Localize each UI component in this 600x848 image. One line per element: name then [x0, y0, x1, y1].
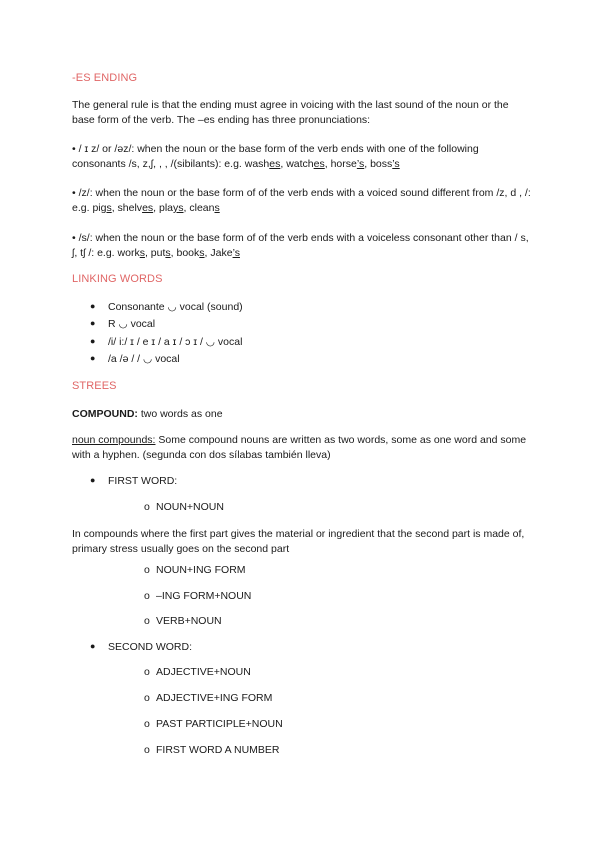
separator: ,: [183, 202, 190, 214]
stress-heading: STREES: [72, 380, 117, 392]
iz-rule-paragraph: [72, 142, 532, 172]
sub-list-item: [144, 744, 279, 756]
bullet: ●: [90, 318, 96, 328]
sub-list-text: ADJECTIVE+NOUN: [156, 666, 251, 678]
example-ending: es: [313, 158, 325, 170]
bullet: •: [72, 187, 76, 199]
example-stem: work: [117, 247, 140, 259]
compound-label: COMPOUND:: [72, 408, 138, 420]
rule-text: / ɪ z/ or /əz/: when the noun or the base form of the verb ends with one of the following consonants /s, z,ʃ, , , /(sibilants): e.g.: [72, 143, 479, 170]
example-ending: es: [269, 158, 281, 170]
example-ending: s: [139, 247, 145, 259]
s-rule-paragraph: [72, 231, 532, 261]
bullet: ●: [90, 641, 96, 651]
example-stem: watch: [286, 158, 314, 170]
es-ending-heading: -ES ENDING: [72, 72, 138, 84]
example-ending: s: [106, 202, 112, 214]
example-ending: s: [199, 247, 205, 259]
bullet: •: [72, 232, 76, 244]
z-rule-paragraph: [72, 186, 532, 216]
bullet: •: [72, 143, 76, 155]
sub-bullet: o: [144, 718, 150, 730]
separator: ,: [170, 247, 177, 259]
list-item-text: R ◡ vocal: [108, 318, 156, 330]
example-stem: put: [150, 247, 166, 259]
sub-bullet: o: [144, 615, 150, 627]
sub-list-text: FIRST WORD A NUMBER: [156, 744, 280, 756]
example-stem: book: [176, 247, 200, 259]
sub-list-text: PAST PARTICIPLE+NOUN: [156, 718, 283, 730]
second-word-label: SECOND WORD:: [108, 641, 192, 653]
example-ending: ’s: [356, 158, 365, 170]
sub-bullet: o: [144, 564, 150, 576]
sub-list-item: [144, 564, 246, 576]
example-stem: pla: [159, 202, 174, 214]
sub-bullet: o: [144, 744, 150, 756]
list-item-text: Consonante ◡ vocal (sound): [108, 301, 243, 313]
sub-bullet: o: [144, 590, 150, 602]
separator: ,: [280, 158, 287, 170]
sub-bullet: o: [144, 666, 150, 678]
noun-compounds-paragraph: [72, 433, 532, 463]
example-ending: ys: [173, 202, 184, 214]
sub-bullet: o: [144, 501, 150, 513]
noun-compounds-label: noun compounds:: [72, 434, 156, 446]
bullet: ●: [90, 301, 96, 311]
bullet: ●: [90, 353, 96, 363]
rule-text: /z/: when the noun or the base form of of the verb ends with a voiced sound different from /z, d , /: e.g.: [72, 187, 531, 214]
sub-list-item: [144, 590, 251, 602]
list-item-text: /i/ i:/ ɪ / e ɪ / a ɪ / ɔ ɪ / ◡ vocal: [108, 336, 243, 348]
sub-list-text: ADJECTIVE+ING FORM: [156, 692, 273, 704]
example-stem: shelv: [117, 202, 143, 214]
example-stem: wash: [244, 158, 270, 170]
sub-list-text: –ING FORM+NOUN: [156, 590, 252, 602]
example-stem: boss: [370, 158, 393, 170]
rule-text: /s/: when the noun or the base form of of the verb ends with a voiceless consonant other than / s, ʃ, tʃ /: e.g.: [72, 232, 529, 259]
example-ending: es: [142, 202, 154, 214]
general-rule-paragraph: The general rule is that the ending must agree in voicing with the last sound of the noun or the base form of the verb. The –es ending has three pronunciations:: [72, 99, 509, 126]
compound-text: two words as one: [137, 408, 223, 420]
sub-list-text: NOUN+ING FORM: [156, 564, 246, 576]
example-stem: clean: [189, 202, 215, 214]
linking-words-heading: LINKING WORDS: [72, 273, 163, 285]
list-item-text: /a /ə / / ◡ vocal: [108, 353, 180, 365]
separator: ,: [204, 247, 211, 259]
separator: ,: [364, 158, 371, 170]
sub-list-text: VERB+NOUN: [156, 615, 222, 627]
sub-bullet: o: [144, 692, 150, 704]
sub-list-item: [144, 501, 224, 513]
example-ending: ’s: [392, 158, 400, 170]
sub-list-item: [144, 666, 251, 678]
first-word-label: FIRST WORD:: [108, 475, 178, 487]
example-ending: s: [165, 247, 171, 259]
compound-line: [72, 407, 532, 422]
bullet: ●: [90, 336, 96, 346]
separator: ,: [111, 202, 118, 214]
sub-list-item: [144, 615, 222, 627]
example-stem: Jake: [210, 247, 233, 259]
example-ending: ’s: [232, 247, 240, 259]
separator: ,: [144, 247, 151, 259]
sub-list-item: [144, 718, 283, 730]
example-ending: s: [214, 202, 220, 214]
bullet: ●: [90, 475, 96, 485]
separator: ,: [153, 202, 159, 214]
separator: ,: [324, 158, 331, 170]
example-stem: horse: [330, 158, 357, 170]
material-rule-paragraph: In compounds where the first part gives the material or ingredient that the second part is made of, primary stress usually goes on the second part: [72, 528, 525, 555]
noun-compounds-text: Some compound nouns are written as two words, some as one word and some with a hyphen. (segunda con dos sílabas también lleva): [72, 434, 527, 461]
example-stem: pig: [92, 202, 107, 214]
sub-list-item: [144, 692, 272, 704]
sub-list-text: NOUN+NOUN: [156, 501, 224, 513]
